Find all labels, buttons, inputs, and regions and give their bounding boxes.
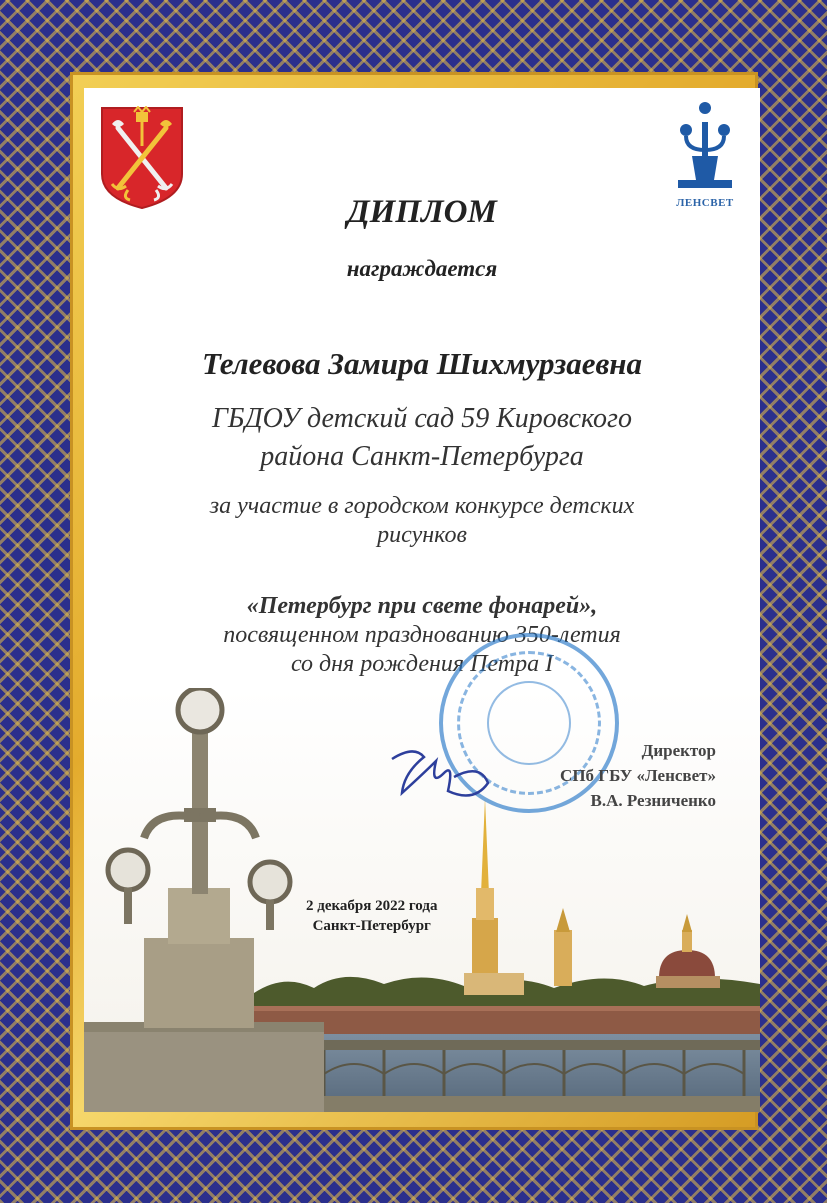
contest-line-2: посвященном празднованию 350-летия: [223, 622, 621, 648]
organization: [84, 400, 760, 476]
contest-line-3: со дня рождения Петра I: [290, 651, 554, 677]
signature-block: [560, 738, 716, 813]
signer-organization: СПб ГБУ «Ленсвет»: [560, 766, 716, 785]
participation-text: [84, 492, 760, 550]
participation-line-2: рисунков: [377, 522, 467, 548]
diploma-title: ДИПЛОМ: [347, 194, 497, 230]
organization-line-2: района Санкт-Петербурга: [260, 441, 584, 472]
recipient-name: Телевова Замира Шихмурзаевна: [201, 346, 643, 381]
date-place: [306, 896, 437, 936]
logo-label: ЛЕНСВЕТ: [676, 197, 734, 209]
participation-line-1: за участие в городском конкурсе детских: [209, 493, 635, 519]
signature-mark: [384, 743, 494, 813]
contest-name: «Петербург при свете фонарей»,: [246, 593, 598, 619]
signer-position: Директор: [641, 741, 716, 760]
lamppost-logo-icon: [672, 100, 738, 192]
diploma-sheet: [84, 88, 760, 1112]
issue-date: 2 декабря 2022 года: [306, 898, 438, 914]
issue-city: Санкт-Петербург: [312, 918, 431, 934]
awarded-label: награждается: [346, 256, 498, 281]
organization-line-1: ГБДОУ детский сад 59 Кировского: [212, 403, 632, 434]
lensvet-logo: [669, 100, 741, 209]
signer-name: В.А. Резниченко: [590, 791, 716, 810]
contest-text: [84, 592, 760, 679]
